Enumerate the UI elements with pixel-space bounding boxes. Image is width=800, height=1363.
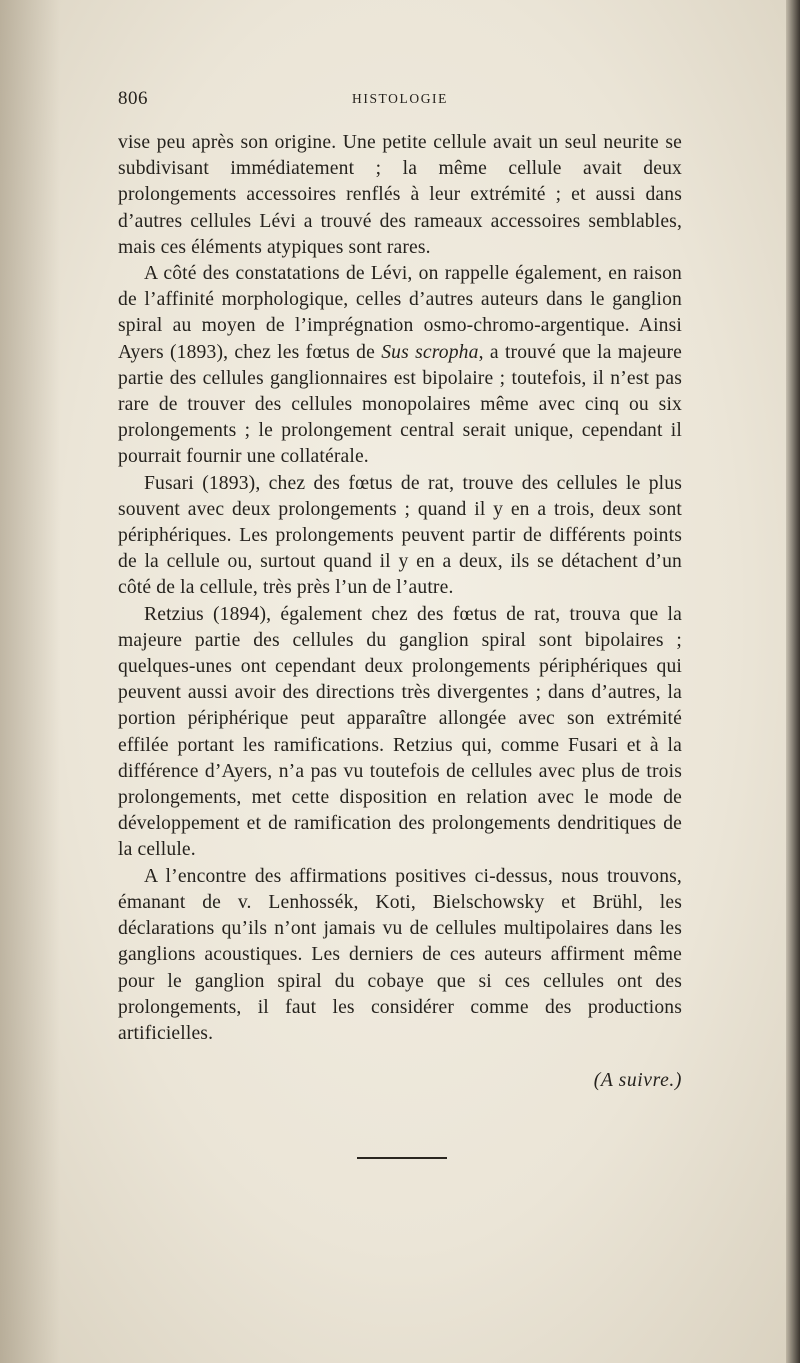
paragraph-text: , a trouvé que la majeure partie des cellules ganglionnaires est bipolaire ; toutefois, il n’est pas rare de trouver des cellules monopolaires même avec cinq ou six prolongements ; le prolongement central serait unique, cependant il pourrait fournir une collatérale.	[118, 341, 682, 468]
to-be-continued-label: (A suivre.)	[593, 1070, 682, 1091]
paragraph	[118, 471, 682, 602]
paragraph	[118, 864, 682, 1047]
paragraph-text: vise peu après son origine. Une petite cellule avait un seul neurite se subdivisant immédiatement ; la même cellule avait deux prolongements accessoires renflés à leur extrémité ; et aussi dans d’autres cellules Lévi a trouvé des rameaux accessoires semblables, mais ces éléments atypiques sont rares.	[118, 132, 682, 258]
paragraph	[118, 130, 682, 261]
page-header	[118, 88, 682, 114]
paragraph-text: Fusari (1893), chez des fœtus de rat, trouve des cellules le plus souvent avec deux prolongements ; quand il y en a trois, deux sont périphériques. Les prolongements peuvent partir de différents points de la cellule ou, surtout quand il y en a deux, ils se détachent d’un côté de la cellule, très près l’un de l’autre.	[118, 472, 682, 599]
body-text	[118, 130, 682, 1047]
paragraph	[118, 602, 682, 864]
italic-text: Sus scropha	[381, 341, 479, 363]
end-rule	[357, 1157, 447, 1159]
paragraph-text: A l’encontre des affirmations positives ci-dessus, nous trouvons, émanant de v. Lenhossék, Koti, Bielschowsky et Brühl, les déclarations qu’ils n’ont jamais vu de cellules multipolaires dans les ganglions acoustiques. Les derniers de ces auteurs affirment même pour le ganglion spiral du cobaye que si ces cellules ont des prolongements, il faut les considérer comme des productions artificielles.	[118, 865, 682, 1044]
to-be-continued	[118, 1068, 682, 1094]
paragraph	[118, 261, 682, 471]
paragraph-text: Retzius (1894), également chez des fœtus de rat, trouva que la majeure partie des cellules du ganglion spiral sont bipolaires ; quelques-unes ont cependant deux prolongements périphériques qui peuvent aussi avoir des directions très divergentes ; dans d’autres, la portion périphérique peut apparaître allongée avec son extrémité effilée portant les ramifications. Retzius qui, comme Fusari et à la différence d’Ayers, n’a pas vu toutefois de cellules avec plus de trois prolongements, met cette disposition en relation avec le mode de développement et de ramification des prolongements dendritiques de la cellule.	[118, 603, 682, 861]
running-title: HISTOLOGIE	[352, 91, 448, 106]
paragraph-text: A côté des constatations de Lévi, on rappelle également, en raison de l’affinité morphologique, celles d’autres auteurs dans le ganglion spiral au moyen de l’imprégnation osmo-chromo-argentique. Ainsi Ayers (1893), chez les fœtus de	[118, 263, 682, 363]
page-number: 806	[118, 88, 148, 109]
